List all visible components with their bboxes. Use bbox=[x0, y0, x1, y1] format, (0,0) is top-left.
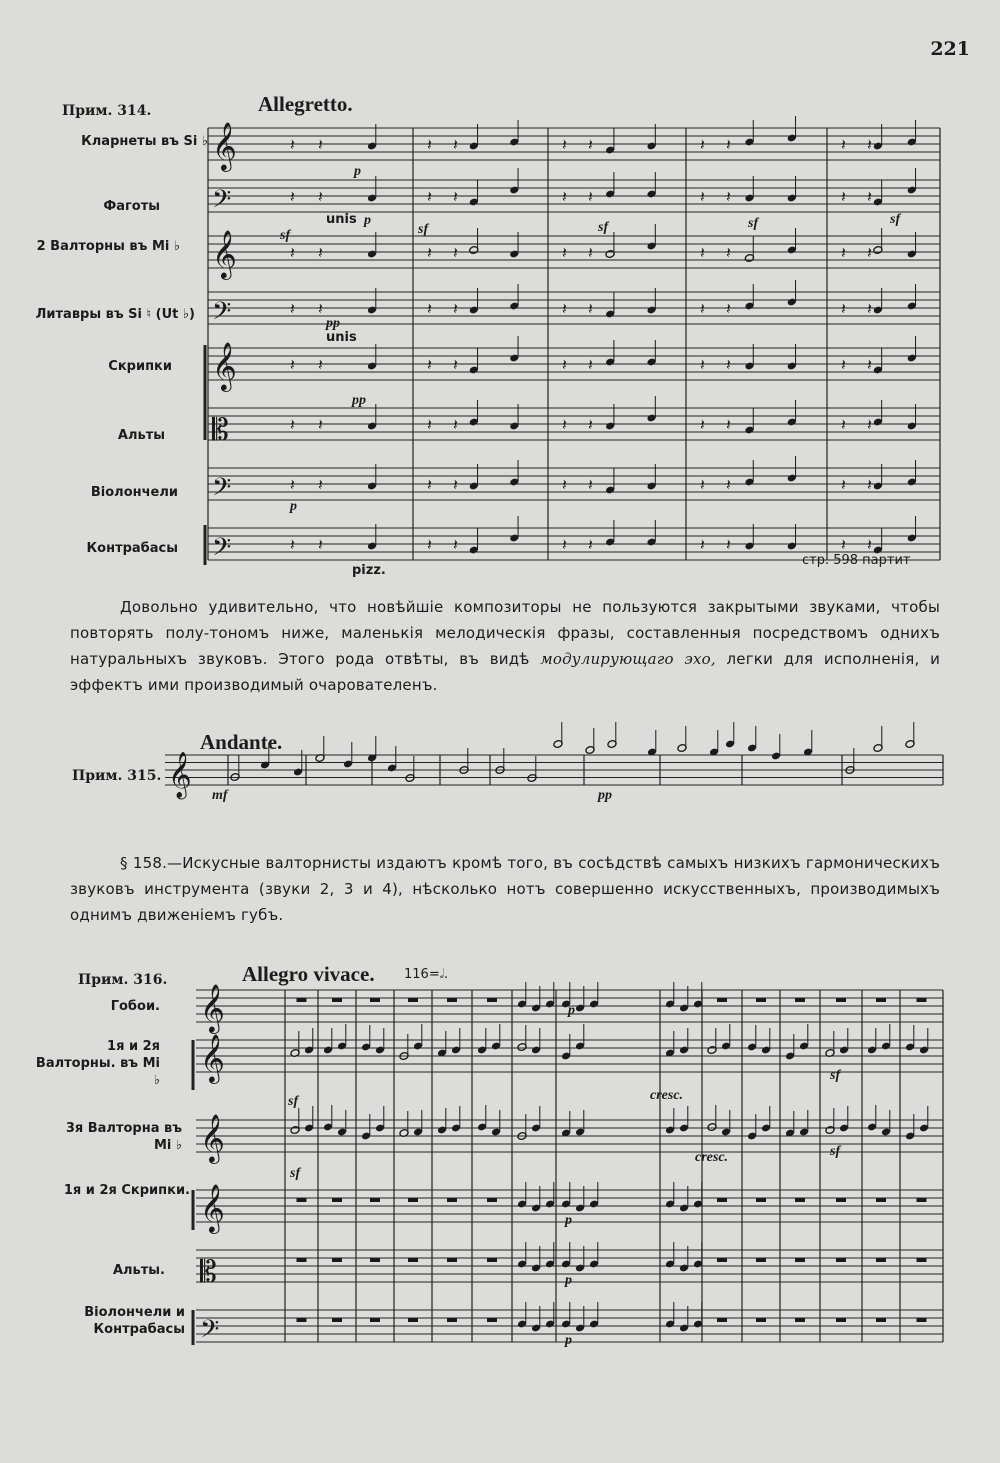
example-314-tempo: Allegretto. bbox=[258, 92, 353, 116]
instrument-cellos: Віолончели bbox=[90, 485, 178, 500]
instrument-violas-316: Альты. bbox=[112, 1263, 165, 1278]
instrument-timpani: Литавры въ Si ♮ (Ut ♭) bbox=[35, 307, 195, 322]
dynamic-mark: sf bbox=[288, 1094, 299, 1109]
svg-text:𝄽: 𝄽 bbox=[841, 299, 846, 318]
svg-text:𝄽: 𝄽 bbox=[453, 187, 458, 206]
svg-text:𝄽: 𝄽 bbox=[867, 135, 872, 154]
svg-text:𝄽: 𝄽 bbox=[318, 475, 323, 494]
svg-text:𝄽: 𝄽 bbox=[562, 535, 567, 554]
svg-text:𝄽: 𝄽 bbox=[318, 415, 323, 434]
svg-text:𝄽: 𝄽 bbox=[700, 415, 705, 434]
page-number: 221 bbox=[930, 38, 970, 60]
dynamic-mark: p bbox=[565, 1213, 572, 1228]
instrument-horn-3: 3я Валторна въ Mi ♭ bbox=[65, 1121, 182, 1153]
dynamic-mark: pp bbox=[598, 788, 612, 803]
svg-text:𝄢: 𝄢 bbox=[212, 533, 232, 568]
svg-text:𝄽: 𝄽 bbox=[588, 535, 593, 554]
svg-text:𝄽: 𝄽 bbox=[700, 299, 705, 318]
svg-text:𝄞: 𝄞 bbox=[200, 1033, 225, 1082]
svg-text:𝄽: 𝄽 bbox=[700, 475, 705, 494]
svg-text:𝄽: 𝄽 bbox=[726, 415, 731, 434]
svg-text:𝄽: 𝄽 bbox=[427, 243, 432, 262]
svg-text:𝄢: 𝄢 bbox=[200, 1315, 220, 1350]
dynamic-mark: p bbox=[354, 164, 361, 179]
dynamic-mark: p bbox=[568, 1003, 575, 1018]
svg-text:𝄽: 𝄽 bbox=[726, 187, 731, 206]
svg-text:𝄽: 𝄽 bbox=[867, 355, 872, 374]
svg-text:𝄢: 𝄢 bbox=[212, 473, 232, 508]
svg-text:𝄽: 𝄽 bbox=[318, 243, 323, 262]
svg-text:𝄽: 𝄽 bbox=[700, 535, 705, 554]
dynamic-mark: pp bbox=[326, 316, 340, 331]
svg-text:𝄽: 𝄽 bbox=[867, 535, 872, 554]
dynamic-mark: sf bbox=[598, 220, 609, 235]
paragraph-1-text: Довольно удивительно, что новѣйшіе композиторы не пользуются закрытыми звуками, чтобы повторять полу-тономъ ниже, маленькія мелодическія фразы, составленныя посредствомъ однихъ натуральныхъ звуковъ. Этого рода отвѣты, въ видѣ bbox=[70, 598, 940, 668]
svg-text:𝄽: 𝄽 bbox=[588, 475, 593, 494]
dynamic-mark: p bbox=[565, 1273, 572, 1288]
svg-text:𝄽: 𝄽 bbox=[588, 243, 593, 262]
dynamic-mark: p bbox=[290, 499, 297, 514]
dynamic-mark: sf bbox=[290, 1166, 301, 1181]
svg-text:𝄽: 𝄽 bbox=[427, 535, 432, 554]
svg-text:𝄽: 𝄽 bbox=[453, 535, 458, 554]
svg-text:𝄽: 𝄽 bbox=[726, 355, 731, 374]
paragraph-section-158 bbox=[70, 850, 940, 928]
svg-text:𝄞: 𝄞 bbox=[212, 121, 237, 170]
dynamic-mark: p bbox=[364, 213, 371, 228]
svg-text:𝄽: 𝄽 bbox=[290, 187, 295, 206]
instrument-violins-1-2: 1я и 2я Скрипки. bbox=[63, 1183, 190, 1198]
svg-text:𝄞: 𝄞 bbox=[168, 752, 192, 798]
svg-text:𝄽: 𝄽 bbox=[841, 243, 846, 262]
svg-text:𝄽: 𝄽 bbox=[588, 415, 593, 434]
instrument-horns: 2 Валторны въ Mi ♭ bbox=[36, 239, 180, 254]
svg-text:𝄽: 𝄽 bbox=[841, 135, 846, 154]
example-316-label: Прим. 316. bbox=[78, 972, 168, 988]
instrument-horns-1-2: 1я и 2я Валторны. въ Mi ♭ bbox=[35, 1039, 160, 1088]
unis-mark: unis bbox=[326, 330, 357, 345]
score-reference: стр. 598 партит bbox=[802, 553, 911, 568]
svg-text:𝄽: 𝄽 bbox=[867, 415, 872, 434]
svg-text:𝄽: 𝄽 bbox=[290, 535, 295, 554]
svg-text:𝄽: 𝄽 bbox=[700, 243, 705, 262]
svg-text:𝄽: 𝄽 bbox=[318, 355, 323, 374]
dynamic-mark: sf bbox=[418, 222, 429, 237]
svg-text:𝄽: 𝄽 bbox=[867, 243, 872, 262]
svg-text:𝄽: 𝄽 bbox=[562, 415, 567, 434]
dynamic-mark: sf bbox=[280, 228, 291, 243]
dynamic-mark: sf bbox=[830, 1068, 841, 1083]
svg-text:𝄢: 𝄢 bbox=[212, 297, 232, 332]
svg-text:𝄽: 𝄽 bbox=[588, 135, 593, 154]
example-316-tempo: Allegro vivace. bbox=[242, 962, 375, 986]
svg-text:𝄽: 𝄽 bbox=[588, 299, 593, 318]
svg-text:𝄽: 𝄽 bbox=[588, 355, 593, 374]
unis-mark: unis bbox=[326, 212, 357, 227]
dynamic-mark: p bbox=[565, 1333, 572, 1348]
svg-text:𝄽: 𝄽 bbox=[700, 135, 705, 154]
svg-text:𝄽: 𝄽 bbox=[318, 187, 323, 206]
svg-text:𝄡: 𝄡 bbox=[200, 1255, 217, 1290]
svg-text:𝄽: 𝄽 bbox=[427, 475, 432, 494]
svg-text:𝄽: 𝄽 bbox=[562, 299, 567, 318]
svg-text:𝄽: 𝄽 bbox=[427, 299, 432, 318]
instrument-cellos-basses: Віолончели и Контрабасы bbox=[84, 1305, 185, 1337]
svg-text:𝄽: 𝄽 bbox=[427, 415, 432, 434]
svg-text:𝄽: 𝄽 bbox=[841, 475, 846, 494]
instrument-violins: Скрипки bbox=[108, 359, 172, 374]
paragraph-closed-notes bbox=[70, 594, 940, 698]
svg-text:𝄽: 𝄽 bbox=[453, 475, 458, 494]
pizz-mark: pizz. bbox=[352, 563, 386, 578]
svg-text:𝄽: 𝄽 bbox=[841, 187, 846, 206]
dynamic-mark: pp bbox=[352, 393, 366, 408]
instrument-basses: Контрабасы bbox=[86, 541, 178, 556]
svg-text:𝄽: 𝄽 bbox=[562, 187, 567, 206]
svg-text:𝄽: 𝄽 bbox=[726, 243, 731, 262]
svg-text:𝄽: 𝄽 bbox=[726, 475, 731, 494]
svg-text:𝄽: 𝄽 bbox=[562, 355, 567, 374]
svg-text:𝄽: 𝄽 bbox=[453, 243, 458, 262]
dynamic-mark: cresc. bbox=[695, 1150, 729, 1165]
dynamic-mark: sf bbox=[748, 216, 759, 231]
svg-text:𝄽: 𝄽 bbox=[427, 187, 432, 206]
svg-text:𝄞: 𝄞 bbox=[200, 1183, 225, 1232]
svg-text:𝄽: 𝄽 bbox=[588, 187, 593, 206]
svg-text:𝄽: 𝄽 bbox=[290, 135, 295, 154]
svg-text:𝄽: 𝄽 bbox=[453, 415, 458, 434]
instrument-bassoons: Фаготы bbox=[103, 199, 160, 214]
svg-text:𝄽: 𝄽 bbox=[867, 299, 872, 318]
metronome-mark: 116=𝅗𝅥. bbox=[404, 967, 448, 982]
instrument-violas: Альты bbox=[117, 428, 165, 443]
svg-text:𝄞: 𝄞 bbox=[212, 229, 237, 278]
svg-text:𝄽: 𝄽 bbox=[318, 535, 323, 554]
svg-text:𝄽: 𝄽 bbox=[290, 415, 295, 434]
svg-text:𝄽: 𝄽 bbox=[290, 243, 295, 262]
example-314-label: Прим. 314. bbox=[62, 103, 152, 119]
svg-text:𝄽: 𝄽 bbox=[841, 535, 846, 554]
svg-text:𝄽: 𝄽 bbox=[562, 135, 567, 154]
svg-text:𝄽: 𝄽 bbox=[290, 475, 295, 494]
paragraph-1-italic: модулирующаго эхо, bbox=[540, 650, 716, 668]
dynamic-mark: sf bbox=[890, 212, 901, 227]
svg-text:𝄽: 𝄽 bbox=[726, 299, 731, 318]
paragraph-1-end: легки для исполненія, и эффектъ ими производимый очарователенъ. bbox=[70, 650, 941, 694]
svg-text:𝄽: 𝄽 bbox=[427, 135, 432, 154]
dynamic-mark: mf bbox=[212, 788, 228, 803]
svg-text:𝄡: 𝄡 bbox=[212, 413, 229, 448]
svg-text:𝄽: 𝄽 bbox=[841, 415, 846, 434]
svg-text:𝄽: 𝄽 bbox=[867, 187, 872, 206]
paragraph-2-text: § 158.—Искусные валторнисты издаютъ кромѣ того, въ сосѣдствѣ самыхъ низкихъ гармоническихъ звуковъ инструмента (звуки 2, 3 и 4), нѣсколько нотъ совершенно искусственныхъ, производимыхъ однимъ движеніемъ губъ. bbox=[70, 854, 940, 924]
svg-text:𝄽: 𝄽 bbox=[453, 135, 458, 154]
dynamic-mark: cresc. bbox=[650, 1088, 684, 1103]
instrument-oboes: Гобои. bbox=[110, 999, 160, 1014]
svg-text:𝄽: 𝄽 bbox=[290, 355, 295, 374]
svg-text:𝄽: 𝄽 bbox=[562, 243, 567, 262]
svg-text:𝄽: 𝄽 bbox=[726, 535, 731, 554]
svg-text:𝄞: 𝄞 bbox=[200, 983, 225, 1032]
svg-text:𝄢: 𝄢 bbox=[212, 185, 232, 220]
svg-text:𝄽: 𝄽 bbox=[427, 355, 432, 374]
svg-text:𝄽: 𝄽 bbox=[453, 355, 458, 374]
svg-text:𝄽: 𝄽 bbox=[700, 355, 705, 374]
svg-text:𝄽: 𝄽 bbox=[453, 299, 458, 318]
svg-text:𝄽: 𝄽 bbox=[562, 475, 567, 494]
svg-text:𝄽: 𝄽 bbox=[700, 187, 705, 206]
instrument-clarinets: Кларнеты въ Si ♭ bbox=[81, 134, 208, 149]
svg-text:𝄞: 𝄞 bbox=[212, 341, 237, 390]
svg-text:𝄽: 𝄽 bbox=[867, 475, 872, 494]
example-315-label: Прим. 315. bbox=[72, 768, 162, 784]
example-315-tempo: Andante. bbox=[200, 730, 283, 754]
svg-text:𝄽: 𝄽 bbox=[318, 299, 323, 318]
svg-text:𝄽: 𝄽 bbox=[726, 135, 731, 154]
svg-text:𝄽: 𝄽 bbox=[290, 299, 295, 318]
svg-text:𝄽: 𝄽 bbox=[841, 355, 846, 374]
svg-text:𝄞: 𝄞 bbox=[200, 1113, 225, 1162]
dynamic-mark: sf bbox=[830, 1144, 841, 1159]
svg-text:𝄽: 𝄽 bbox=[318, 135, 323, 154]
